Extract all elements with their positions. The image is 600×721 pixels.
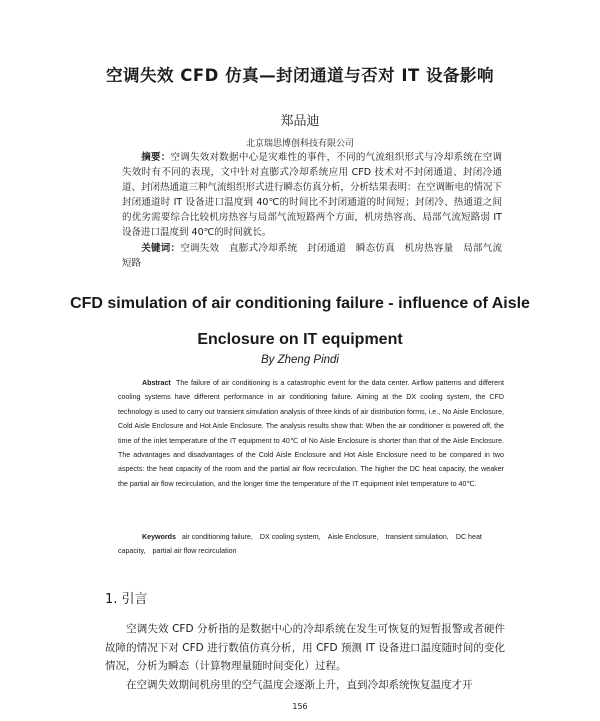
body-text <box>105 620 505 694</box>
english-title-line-2: Enclosure on IT equipment <box>197 331 403 348</box>
body-paragraph-2: 在空调失效期间机房里的空气温度会逐渐上升，直到冷却系统恢复温度才开 <box>126 678 473 691</box>
english-keywords-label: Keywords <box>142 533 176 541</box>
chinese-keywords-label: 关键词： <box>141 242 181 254</box>
chinese-affiliation: 北京瑞思博创科技有限公司 <box>245 139 354 149</box>
chinese-keywords-text: 空调失效 直膨式冷却系统 封闭通道 瞬态仿真 机房热容量 局部气流短路 <box>122 242 502 269</box>
english-keywords-text: air conditioning failure, DX cooling system, Aisle Enclosure, transient simulation, DC heat capacity, partial air flow recirculation <box>118 533 482 556</box>
section-heading-introduction: 1. 引言 <box>105 592 148 607</box>
chinese-author: 郑品迪 <box>280 114 320 129</box>
english-abstract-text: The failure of air conditioning is a catastrophic event for the data center. Airflow patterns and different cooling systems have different performance in air conditioning failure. Aiming at the DX cooling system, the CFD technology is used to carry out transient simulation analysis of three kinds of air distribution forms, i.e., No Aisle Enclosure, Cold Aisle Enclosure and Hot Aisle Enclosure. The analysis results show that: When the air conditioner is powered off, the time of the inlet temperature of the IT equipment to 40℃ of No Aisle Enclosure is shorter than that of the Aisle Enclosure. The advantages and disadvantages of the Cold Aisle Enclosure and Hot Aisle Enclosure need to be compared in two aspects: the heat capacity of the room and the partial air flow recirculation. The higher the DC heat capacity, the weaker the partial air flow recirculation, and the longer time the temperature of the IT equipment inlet temperature to 40℃. <box>118 379 504 488</box>
english-author: By Zheng Pindi <box>261 354 339 366</box>
english-abstract-label: Abstract <box>142 379 171 387</box>
chinese-title: 空调失效 CFD 仿真—封闭通道与否对 IT 设备影响 <box>106 66 494 85</box>
chinese-abstract-text: 空调失效对数据中心是灾难性的事件，不同的气流组织形式与冷却系统在空调失效时有不同的表现，文中针对直膨式冷却系统应用 CFD 技术对不封闭通道、封闭冷通道、封闭热通道三种气流组织形式进行瞬态仿真分析，分析结果表明：在空调断电的情况下封闭通道时 IT 设备进口温度到 40℃的时间比不封闭通道的时间短；封闭冷、热通道之间的优劣需要综合比较机房热容与局部气流短路两个方面，机房热容高、局部气流短路弱 IT 设备进口温度到 40℃的时间就长。 <box>122 152 503 239</box>
body-paragraph-1: 空调失效 CFD 分析指的是数据中心的冷却系统在发生可恢复的短暂报警或者硬件故障的情况下对 CFD 进行数值仿真分析，用 CFD 预测 IT 设备进口温度随时间的变化情况，分析为瞬态（计算物理量随时间变化）过程。 <box>105 623 505 672</box>
english-title-line-1: CFD simulation of air conditioning failure - influence of Aisle <box>70 295 530 312</box>
english-title <box>0 286 600 358</box>
page-number: 156 <box>292 702 308 711</box>
english-keywords <box>118 530 504 559</box>
chinese-abstract <box>122 150 502 271</box>
chinese-abstract-label: 摘要： <box>141 152 171 163</box>
english-abstract <box>118 376 504 491</box>
